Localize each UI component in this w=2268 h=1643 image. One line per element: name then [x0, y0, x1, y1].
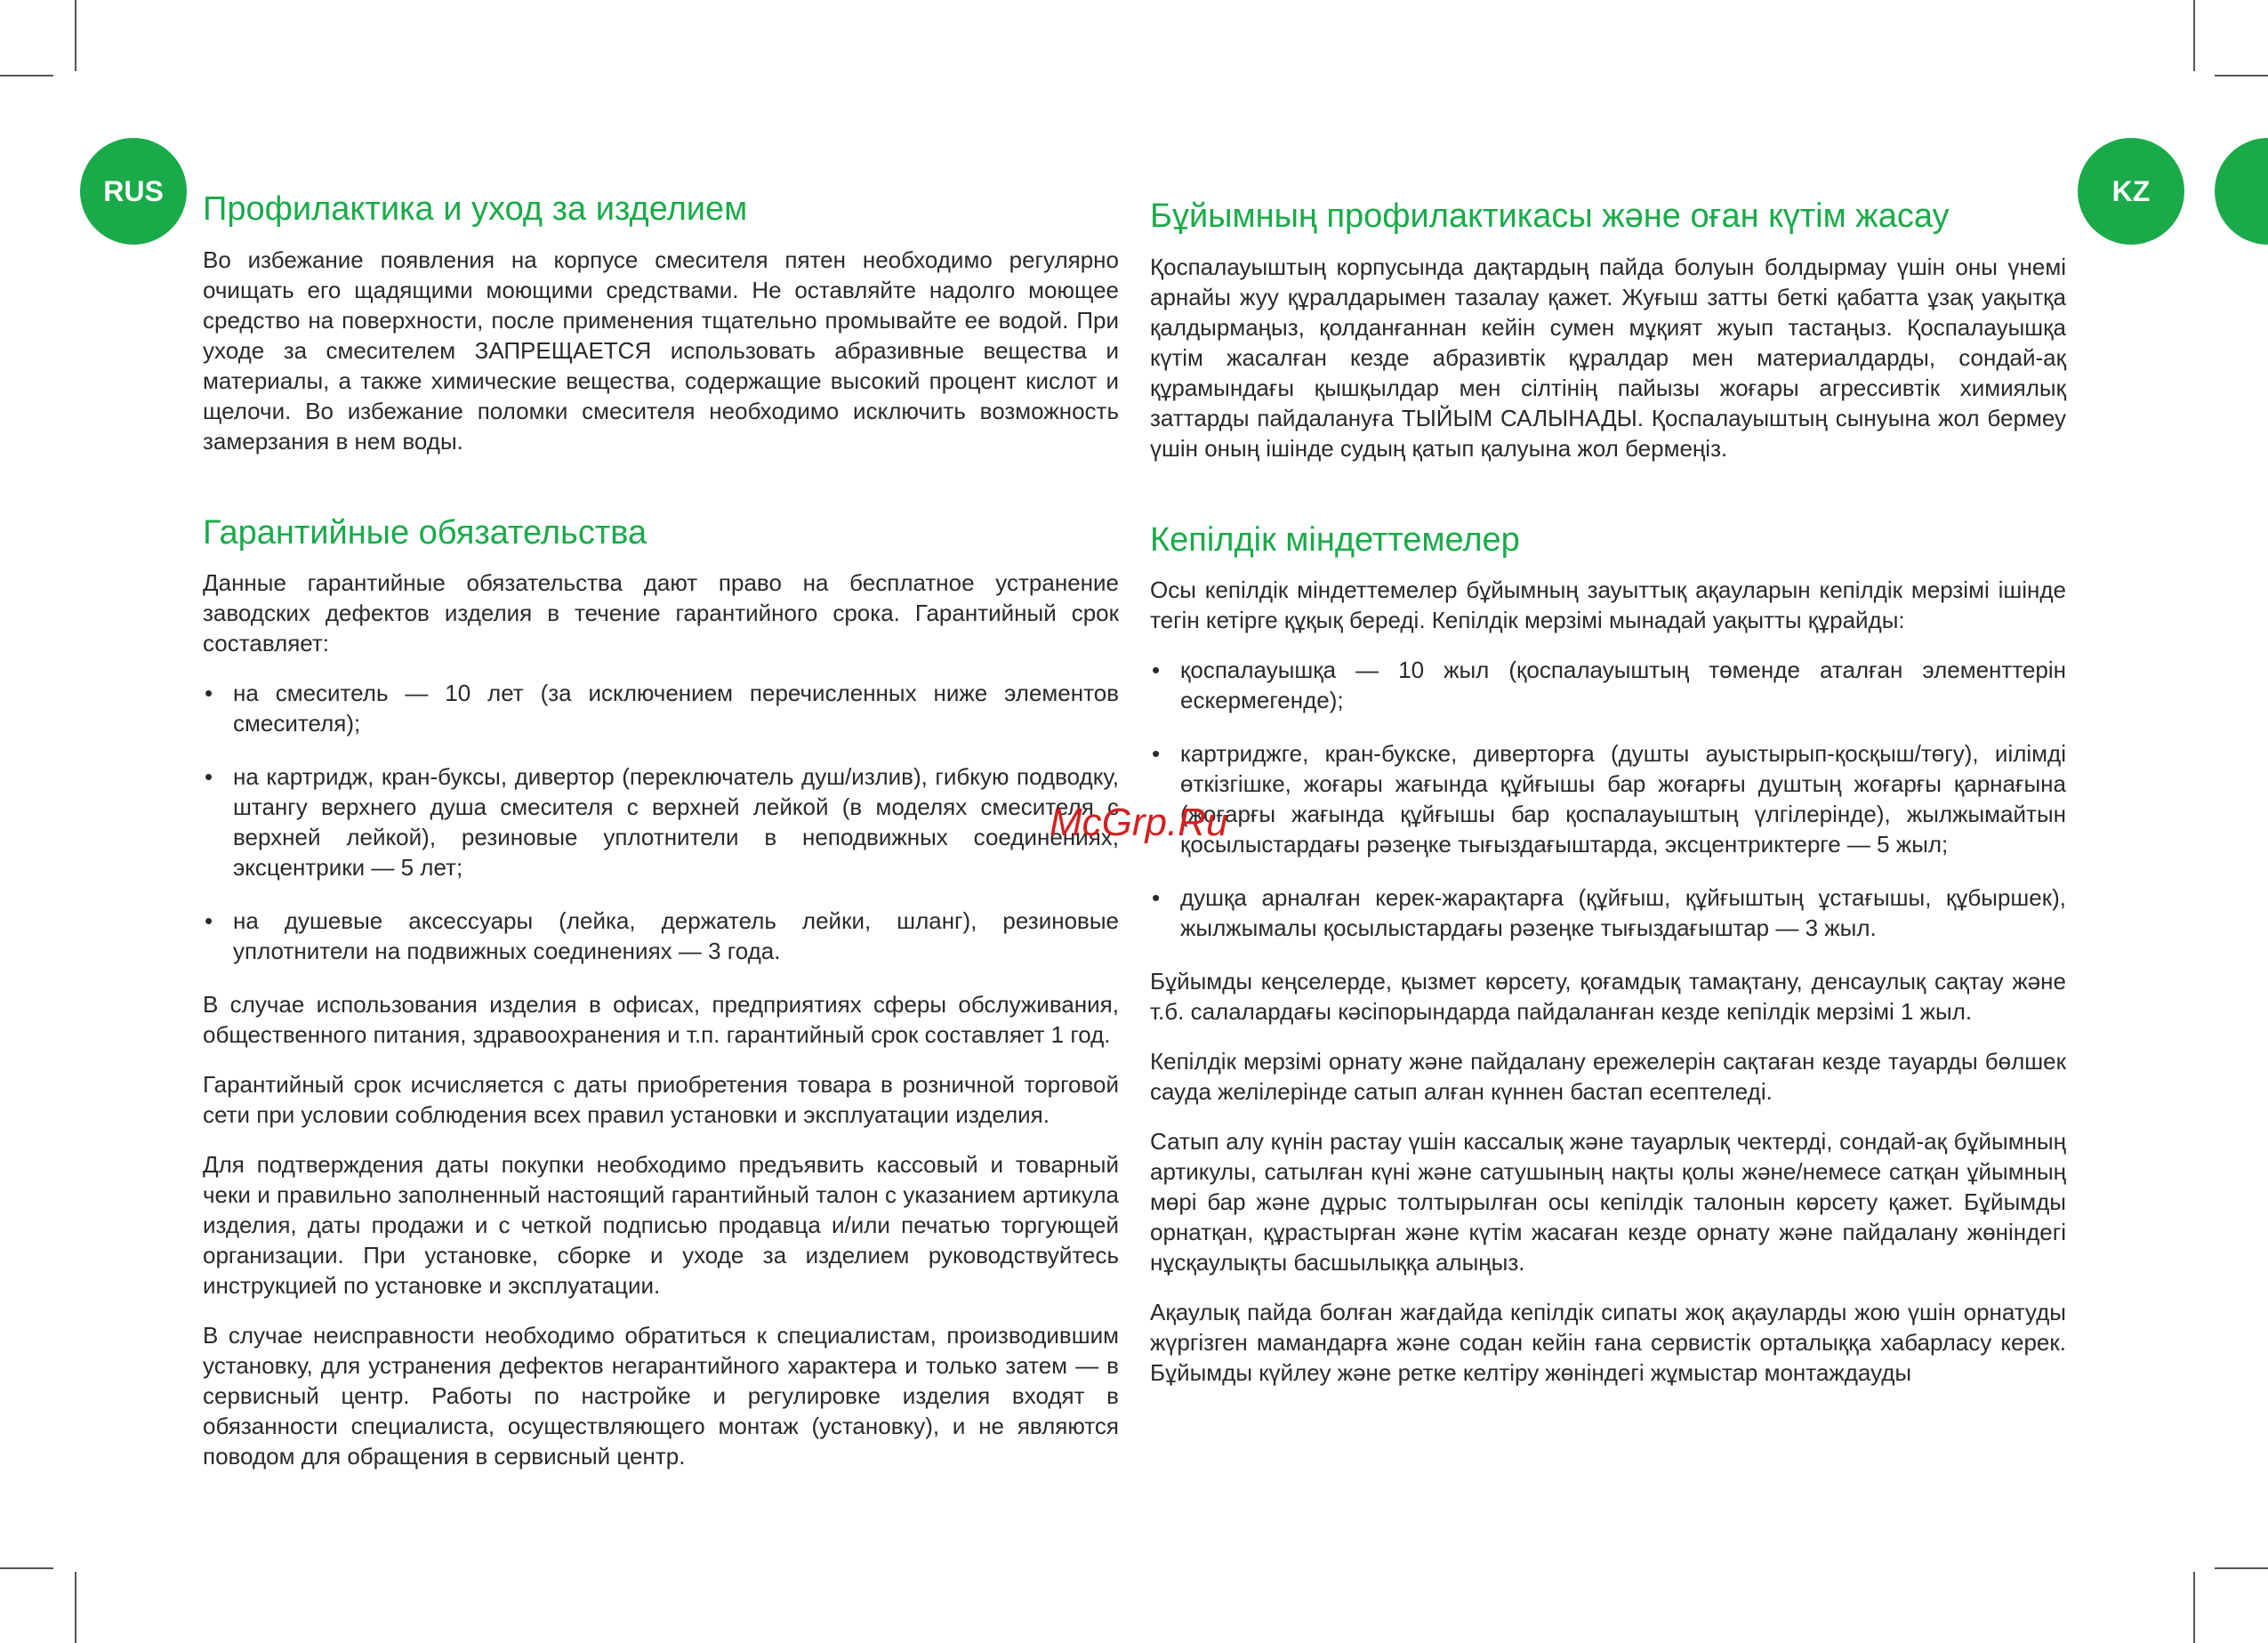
- right-column: [1150, 197, 2066, 1407]
- section-title: Профилактика и уход за изделием: [203, 190, 748, 228]
- paragraph: Данные гарантийные обязательства дают право на бесплатное устранение заводских дефектов изделия в течение гарантийного срока. Гарантийный срок составляет:: [203, 569, 1119, 657]
- list-item: • на смеситель — 10 лет (за исключением перечисленных ниже элементов смесителя);: [203, 678, 1119, 738]
- paragraph: Ақаулық пайда болған жағдайда кепілдік сипаты жоқ ақауларды жою үшін орнатуды жүргізген мамандарға және содан кейін ғана сервистік орталыққа хабарласу керек. Бұйымды күйлеу және ретке келтіру жөніндегі жұмыстар монтаждауды: [1150, 1299, 2066, 1387]
- warranty-list: [203, 678, 1119, 966]
- paragraph: Осы кепілдік міндеттемелер бұйымның зауыттық ақауларын кепілдік мерзімі ішінде тегін кетірге құқық береді. Кепілдік мерзімі мынадай уақытты құрайды:: [1150, 576, 2066, 634]
- list-item: • картриджге, кран-букске, диверторға (душты ауыстырып-қосқыш/төгу), иілімді өткізгішке, жоғары жағында құйғышы бар жоғарғы душтың жоғарғы қарнағына (жоғарғы жағында құйғышы бар қоспалауыштың үлгілерінде), жылжымайтын қосылыстардағы рәзеңке тығыздағыштарда, эксцентриктерге — 5 жыл;: [1150, 738, 2066, 859]
- paragraph: Кепілдік мерзімі орнату және пайдалану ережелерін сақтаған кезде тауарды бөлшек сауда желілерінде сатып алған күннен бастап есептеледі.: [1150, 1048, 2066, 1106]
- crop-mark: [0, 75, 53, 77]
- paragraph: Для подтверждения даты покупки необходимо предъявить кассовый и товарный чеки и правильно заполненный настоящий гарантийный талон с указанием артикула изделия, даты продажи и с четкой подписью продавца и/или печатью торгующей организации. При установке, сборке и уходе за изделием руководствуйтесь инструкцией по установке и эксплуатации.: [203, 1151, 1119, 1300]
- crop-mark: [2193, 1572, 2195, 1643]
- watermark: McGrp.Ru: [1050, 801, 1228, 844]
- paragraph: Бұйымды кеңселерде, қызмет көрсету, қоғамдық тамақтану, денсаулық сақтау және т.б. салалардағы кәсіпорындарда пайдаланған кезде кепілдік мерзімі 1 жыл.: [1150, 968, 2066, 1026]
- crop-mark: [0, 1567, 53, 1569]
- crop-mark: [75, 1572, 76, 1643]
- paragraph: Гарантийный срок исчисляется с даты приобретения товара в розничной торговой сети при условии соблюдения всех правил установки и эксплуатации изделия.: [203, 1071, 1119, 1129]
- section-title: Кепілдік міндеттемелер: [1150, 520, 1520, 559]
- language-badge-kz: KZ: [2078, 138, 2184, 245]
- warranty-list: [1150, 655, 2066, 943]
- paragraph: Сатып алу күнін растау үшін кассалық және тауарлық чектерді, сондай-ақ бұйымның артикулы, сатылған күні және сатушының нақты қолы және/немесе сатқан ұйымның мөрі бар және дұрыс толтырылған осы кепілдік талонын көрсету қажет. Бұйымды орнатқан, құрастырған және күтім жасаған кезде орнату және пайдалану жөніндегі нұсқаулықты басшылыққа алыңыз.: [1150, 1128, 2066, 1277]
- list-item: • на душевые аксессуары (лейка, держатель лейки, шланг), резиновые уплотнители на подвижных соединениях — 3 года.: [203, 906, 1119, 966]
- list-item: • қоспалауышқа — 10 жыл (қоспалауыштың төменде аталған элементтерін ескермегенде);: [1150, 655, 2066, 715]
- next-page-tab: [2215, 138, 2268, 245]
- crop-mark: [2215, 1567, 2268, 1569]
- section-title: Бұйымның профилактикасы және оған күтім жасау: [1150, 197, 1950, 235]
- paragraph: В случае использования изделия в офисах, предприятиях сферы обслуживания, общественного питания, здравоохранения и т.п. гарантийный срок составляет 1 год.: [203, 991, 1119, 1049]
- left-column: [203, 189, 1119, 1491]
- list-item: • на картридж, кран-буксы, дивертор (переключатель душ/излив), гибкую подводку, штангу верхнего душа смесителя с верхней лейкой (в моделях смесителя с верхней лейкой), резиновые уплотнители в неподвижных соединениях, эксцентрики — 5 лет;: [203, 761, 1119, 882]
- paragraph: Қоспалауыштың корпусында дақтардың пайда болуын болдырмау үшін оны үнемі арнайы жуу құралдарымен тазалау қажет. Жуғыш затты беткі қабатта ұзақ уақытқа қалдырмаңыз, қолданғаннан кейін сумен мұқият жуып тастаңыз. Қоспалауышқа күтім жасалған кезде абразивтік құралдар мен материалдарды, сондай-ақ құрамындағы қышқылдар мен сілтінің пайызы жоғары агрессивтік химиялық заттарды пайдалануға ТЫЙЫМ САЛЫНАДЫ. Қоспалауыштың сынуына жол бермеу үшін оның ішінде судың қатып қалуына жол бермеңіз.: [1150, 253, 2066, 462]
- paragraph: Во избежание появления на корпусе смесителя пятен необходимо регулярно очищать его щадящими моющими средствами. Не оставляйте надолго моющее средство на поверхности, после применения тщательно промывайте ее водой. При уходе за смесителем ЗАПРЕЩАЕТСЯ использовать абразивные вещества и материалы, а также химические вещества, содержащие высокий процент кислот и щелочи. Во избежание поломки смесителя необходимо исключить возможность замерзания в нем воды.: [203, 246, 1119, 455]
- paragraph: В случае неисправности необходимо обратиться к специалистам, производившим установку, для устранения дефектов негарантийного характера и только затем — в сервисный центр. Работы по настройке и регулировке изделия входят в обязанности специалиста, осуществляющего монтаж (установку), и не являются поводом для обращения в сервисный центр.: [203, 1322, 1119, 1470]
- crop-mark: [2215, 75, 2268, 77]
- crop-mark: [75, 0, 76, 71]
- section-title: Гарантийные обязательства: [203, 513, 647, 552]
- list-item: • душқа арналған керек-жарақтарға (құйғыш, құйғыштың ұстағышы, құбыршек), жылжымалы қосылыстардағы рәзеңке тығыздағыштар — 3 жыл.: [1150, 882, 2066, 943]
- crop-mark: [2193, 0, 2195, 71]
- language-badge-rus: RUS: [80, 138, 187, 245]
